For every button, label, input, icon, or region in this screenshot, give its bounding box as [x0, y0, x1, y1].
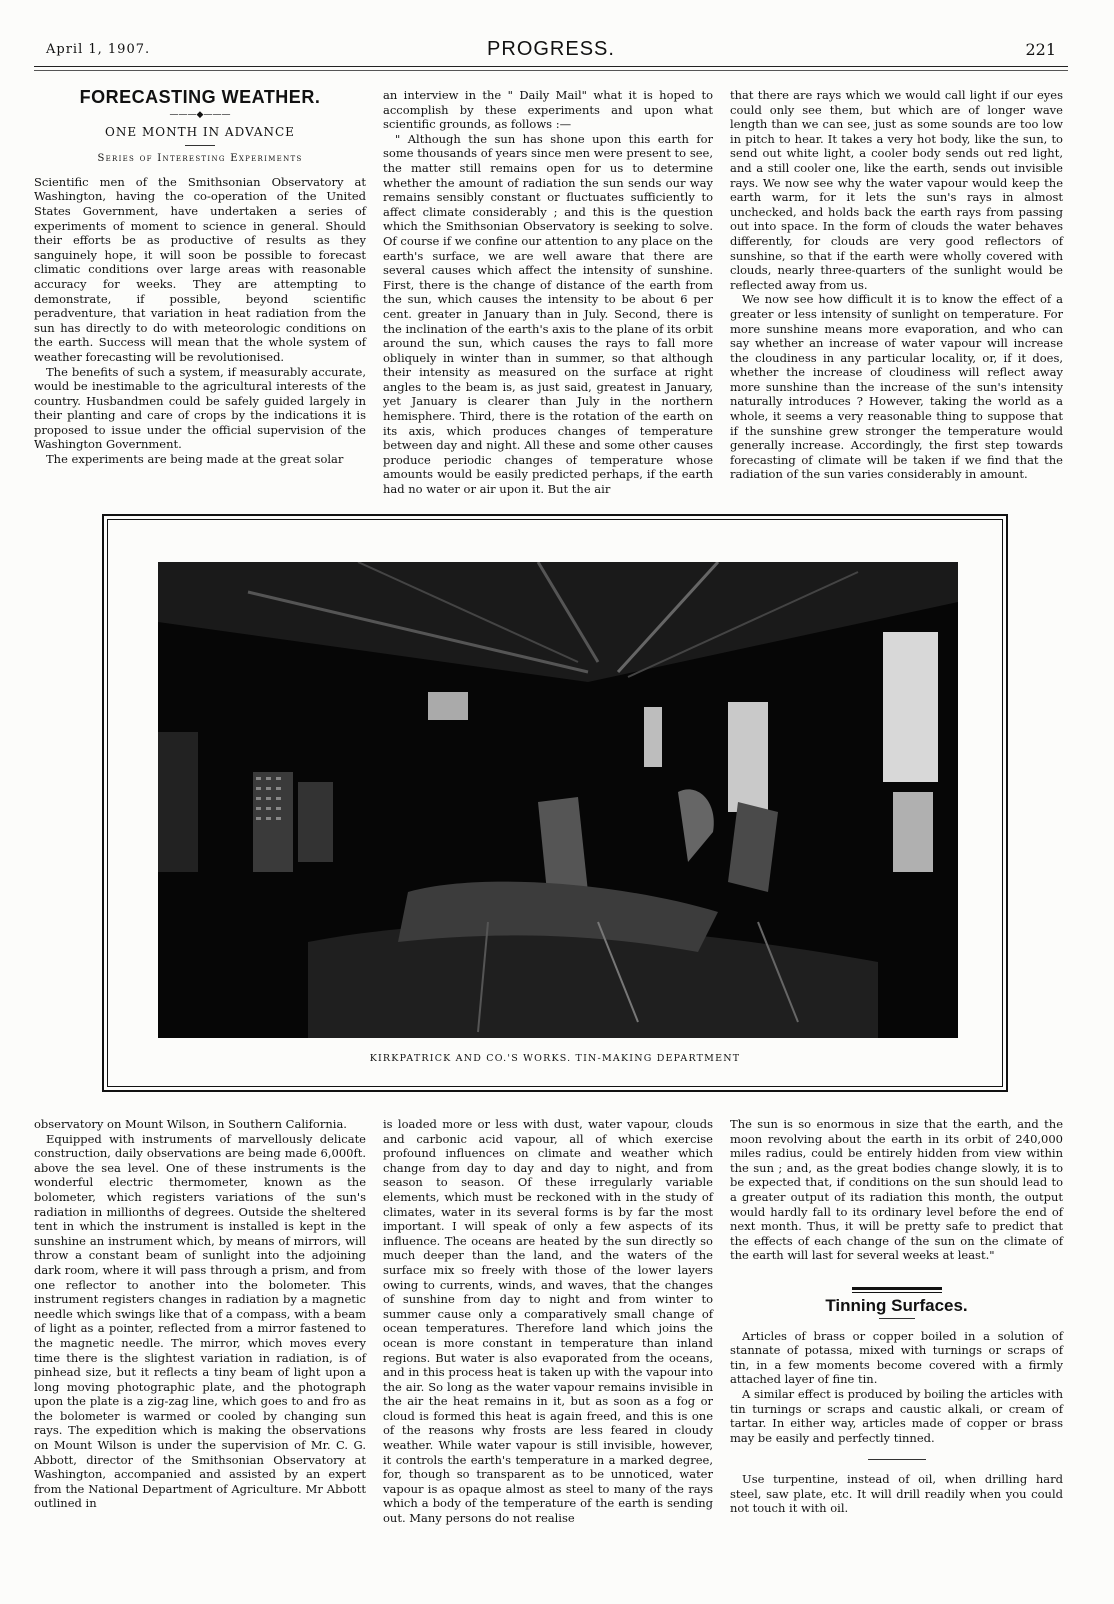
photo-caption: KIRKPATRICK AND CO.'S WORKS. TIN-MAKING DEPARTMENT	[369, 1053, 741, 1064]
masthead-rule	[34, 66, 1068, 67]
column-3-bottom	[730, 1117, 1063, 1516]
paragraph: " Although the sun has shone upon this earth for some thousands of years since men were present to see, the matter still remains open for us to determine whether the amount of radiation the sun sends our way remains sensibly constant or fluctuates sufficiently to affect climate considerably ; and this is the question which the Smithsonian Observatory is seeking to solve. Of course if we confine our attention to any place on the earth's surface, we are well aware that there are several causes which affect the intensity of sunshine. First, there is the change of distance of the earth from the sun, which causes the intensity to be about 6 per cent. greater in January than in July. Second, there is the inclination of the earth's axis to the plane of its orbit around the sun, which causes the rays to fall more obliquely in winter than in summer, so that although their intensity as measured on the surface at right angles to the beam is, as just said, greatest in January, yet January is clearer than July in the northern hemisphere. Third, there is the rotation of the earth on its axis, which produces changes of temperature between day and night. All these and some other causes produce periodic changes of temperature whose amounts would be easily predicted perhaps, if the earth had no water or air upon it. But the air	[383, 131, 713, 497]
column-1-bottom	[34, 1117, 366, 1511]
masthead	[36, 38, 1066, 68]
paragraph: Scientific men of the Smithsonian Observatory at Washington, having the co-operation of the United States Government, have undertaken a series of experiments of moment to science in general. Should their efforts be as productive of results as they sanguinely hope, it will soon be possible to forecast climatic conditions over large areas with reasonable accuracy for weeks. They are attempting to demonstrate, if possible, beyond scientific peradventure, that variation in heat radiation from the sun has directly to do with meteorologic conditions on the earth. Success will mean that the whole system of weather forecasting will be revolutionised.	[34, 174, 366, 364]
short-rule	[879, 1318, 915, 1319]
paragraph: an interview in the " Daily Mail" what it is hoped to accomplish by these experiments and upon what scientific grounds, as follows :—	[383, 88, 713, 132]
paragraph: The sun is so enormous in size that the earth, and the moon revolving about the earth in its orbit of 240,000 miles radius, could be entirely hidden from view within the sun ; and, as the great bodies change slowly, it is to be expected that, if conditions on the sun should lead to a greater output of its radiation this month, the output would hardly fall to its ordinary level before the end of next month. Thus, it will be pretty safe to predict that the effects of each change of the sun on the climate of the earth will last for several weeks at least."	[730, 1117, 1063, 1263]
tinning-headline: Tinning Surfaces.	[825, 1295, 968, 1315]
paragraph: Articles of brass or copper boiled in a solution of stannate of potassa, mixed with turnings or scraps of tin, in a few moments become covered with a firmly attached layer of fine tin.	[730, 1328, 1063, 1387]
ornament-divider: ———◆———	[169, 109, 231, 120]
article-headline: FORECASTING WEATHER.	[79, 87, 321, 107]
section-divider-thick	[852, 1287, 942, 1290]
paragraph: The experiments are being made at the great solar	[46, 452, 344, 467]
paragraph: Equipped with instruments of marvellously delicate construction, daily observations are being made 6,000ft. above the sea level. One of these instruments is the wonderful electric thermometer, known as the bolometer, which registers variations of the sun's radiation in millionths of degrees. Outside the sheltered tent in which the instrument is installed is kept in the sunshine an instrument which, by means of mirrors, will throw a constant beam of sunlight into the adjoining dark room, where it will pass through a prism, and from one reflector to another into the bolometer. This instrument registers changes in radiation by a magnetic needle which swings like that of a compass, with a beam of light as a pointer, reflected from a mirror fastened to the magnetic needle. The mirror, which moves every time there is the slightest variation in radiation, is of pinhead size, but it reflects a tiny beam of light upon a long moving photographic plate, and the photograph upon the plate is a zig-zag line, which goes to and fro as the bolometer is warmed or cooled by changing sun rays. The expedition which is making the observations on Mount Wilson is under the supervision of Mr. C. G. Abbott, director of the Smithsonian Observatory at Washington, accompanied and assisted by an expert from the National Department of Agriculture. Mr Abbott outlined in	[34, 1131, 366, 1511]
photo-illustration	[158, 562, 958, 1038]
page-number: 221	[1025, 40, 1056, 59]
paragraph: observatory on Mount Wilson, in Southern California.	[34, 1117, 347, 1131]
issue-date: April 1, 1907.	[46, 42, 151, 57]
tip-paragraph: Use turpentine, instead of oil, when drilling hard steel, saw plate, etc. It will drill readily when you could not touch it with oil.	[730, 1472, 1063, 1516]
section-divider-thin	[852, 1292, 942, 1293]
paragraph: that there are rays which we would call light if our eyes could only see them, but which are of longer wave length than we can see, just as some sounds are too low in pitch to hear. It takes a very hot body, like the sun, to send out white light, a cooler body sends out red light, and a still cooler one, like the earth, sends out invisible rays. We now see why the water vapour would keep the earth warm, for it lets the sun's rays in almost unchecked, and holds back the earth rays from passing out into space. In the form of clouds the water behaves differently, for clouds are very good reflectors of sunshine, so that if the earth were wholly covered with clouds, nearly three-quarters of the sunlight would be reflected away from us.	[730, 88, 1063, 292]
short-rule	[868, 1459, 926, 1460]
short-rule	[185, 145, 215, 146]
photo-frame	[102, 514, 1008, 1092]
masthead-rule-secondary	[34, 70, 1068, 71]
column-1-top	[34, 76, 366, 467]
factory-photograph	[158, 562, 958, 1038]
article-kicker: ONE MONTH IN ADVANCE	[105, 124, 295, 139]
paragraph: is loaded more or less with dust, water vapour, clouds and carbonic acid vapour, all of which exercise profound influences on climate and weather which change from day to day and day to night, and from season to season. Of these irregularly variable elements, which must be reckoned with in the study of climates, water in its several forms is by far the most important. I will speak of only a few aspects of its influence. The oceans are heated by the sun directly so much deeper than the land, and the waters of the surface mix so freely with those of the lower layers owing to currents, winds, and waves, that the changes of sunshine from day to night and from winter to summer cause only a comparatively small change of ocean temperatures. Therefore land which joins the ocean is more constant in temperature than inland regions. But water is also evaporated from the oceans, and in this process heat is taken up with the vapour into the air. So long as the water vapour remains invisible in the air the heat remains in it, but as soon as a fog or cloud is formed this heat is again freed, and this is one of the reasons why frosts are less feared in cloudy weather. While water vapour is still invisible, however, it controls the earth's temperature in a marked degree, for, though so transparent as to be unnoticed, water vapour is as opaque almost as steel to many of the rays which a body of the temperature of the earth is sending out. Many persons do not realise	[383, 1117, 713, 1526]
column-2-top	[383, 88, 713, 497]
photo-frame-inner	[107, 519, 1003, 1087]
paper-title: PROGRESS.	[487, 38, 615, 60]
paragraph: The benefits of such a system, if measurably accurate, would be inestimable to the agricultural interests of the country. Husbandmen could be safely guided largely in their planting and care of crops by the indications it is proposed to issue under the official supervision of the Washington Government.	[34, 364, 366, 452]
article-subhead: Series of Interesting Experiments	[97, 153, 303, 165]
paragraph: We now see how difficult it is to know the effect of a greater or less intensity of sunlight on temperature. For more sunshine means more evaporation, and who can say whether an increase of water vapour will increase the cloudiness in any particular locality, or, if it does, whether the increase of cloudiness will reflect away more sunshine than the increase of the sun's intensity naturally introduces ? However, taking the world as a whole, it seems a very reasonable thing to suppose that if the sunshine grew stronger the temperature would generally increase. Accordingly, the first step towards forecasting of climate will be taken if we find that the radiation of the sun varies considerably in amount.	[730, 292, 1063, 482]
column-3-top	[730, 88, 1063, 482]
paragraph: A similar effect is produced by boiling the articles with tin turnings or scraps and caustic alkali, or cream of tartar. In either way, articles made of copper or brass may be easily and perfectly tinned.	[730, 1386, 1063, 1445]
column-2-bottom	[383, 1117, 713, 1526]
